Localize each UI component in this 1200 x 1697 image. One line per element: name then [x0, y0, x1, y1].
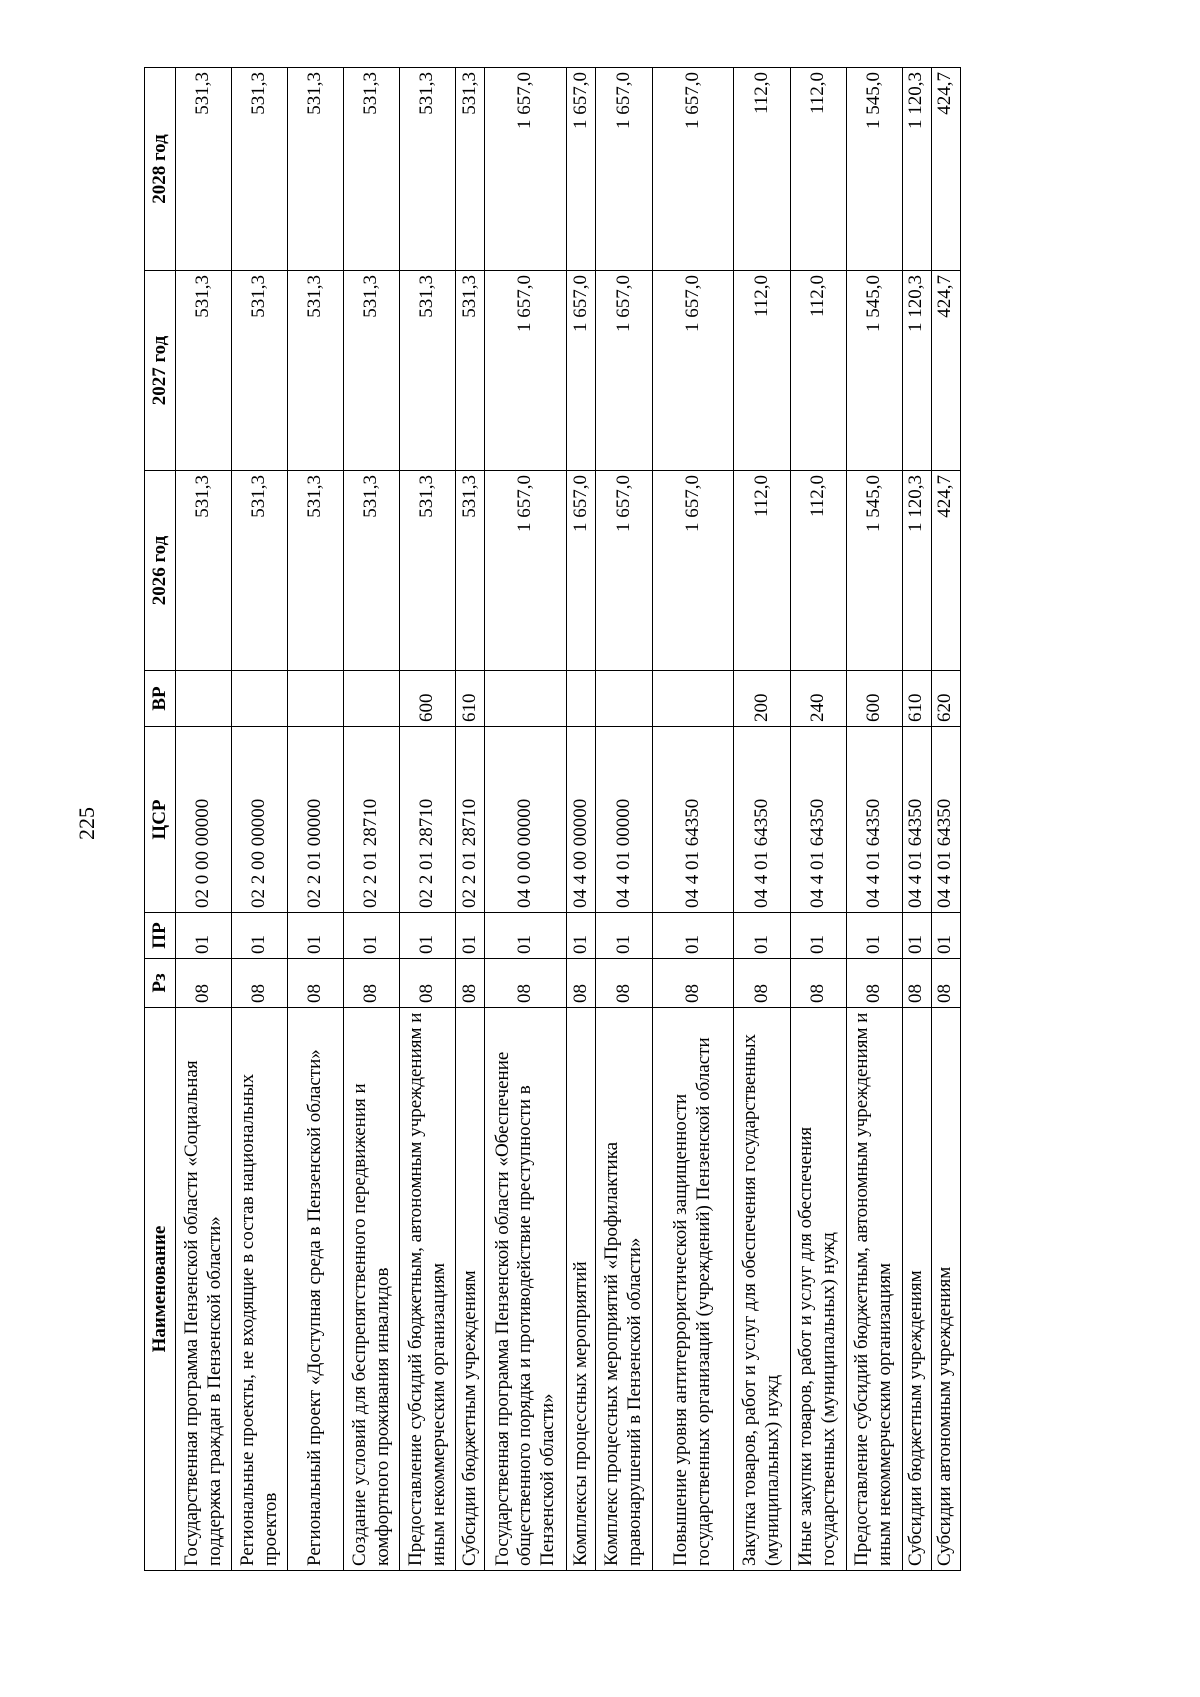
cell-name: Предоставление субсидий бюджетным, автономным учреждениям и иным некоммерческим организациям [846, 1008, 902, 1571]
cell-2027: 531,3 [456, 271, 485, 471]
cell-2027: 1 657,0 [652, 271, 734, 471]
cell-vr [485, 671, 567, 727]
cell-csr: 02 2 01 00000 [288, 727, 344, 913]
cell-2027: 531,3 [288, 271, 344, 471]
table-row [652, 68, 734, 1571]
header-2028: 2028 год [145, 68, 176, 271]
cell-rz: 08 [734, 959, 790, 1008]
cell-pr: 01 [485, 913, 567, 959]
budget-table [144, 67, 961, 1571]
cell-csr: 04 0 00 00000 [485, 727, 567, 913]
cell-2026: 1 120,3 [902, 471, 931, 671]
cell-name: Иные закупки товаров, работ и услуг для обеспечения государственных (муниципальных) нужд [790, 1008, 846, 1571]
cell-2027: 1 120,3 [902, 271, 931, 471]
cell-rz: 08 [176, 959, 232, 1008]
cell-2026: 424,7 [931, 471, 960, 671]
cell-vr: 200 [734, 671, 790, 727]
cell-2026: 1 657,0 [596, 471, 652, 671]
cell-name: Субсидии бюджетным учреждениям [456, 1008, 485, 1571]
table-row [567, 68, 596, 1571]
cell-pr: 01 [596, 913, 652, 959]
cell-pr: 01 [176, 913, 232, 959]
cell-rz: 08 [790, 959, 846, 1008]
cell-rz: 08 [846, 959, 902, 1008]
cell-2028: 112,0 [790, 68, 846, 271]
cell-2028: 531,3 [232, 68, 288, 271]
cell-csr: 02 0 00 00000 [176, 727, 232, 913]
cell-2026: 531,3 [400, 471, 456, 671]
cell-2026: 1 657,0 [567, 471, 596, 671]
table-row [400, 68, 456, 1571]
header-rz: Рз [145, 959, 176, 1008]
table-body [176, 68, 961, 1571]
cell-2026: 531,3 [176, 471, 232, 671]
cell-2028: 531,3 [456, 68, 485, 271]
cell-rz: 08 [232, 959, 288, 1008]
cell-2027: 531,3 [232, 271, 288, 471]
table-row [846, 68, 902, 1571]
table-row [456, 68, 485, 1571]
cell-2026: 112,0 [734, 471, 790, 671]
header-vr: ВР [145, 671, 176, 727]
table-row [902, 68, 931, 1571]
cell-2028: 112,0 [734, 68, 790, 271]
cell-2028: 531,3 [176, 68, 232, 271]
cell-csr: 02 2 01 28710 [456, 727, 485, 913]
cell-2026: 1 657,0 [652, 471, 734, 671]
cell-pr: 01 [790, 913, 846, 959]
header-2026: 2026 год [145, 471, 176, 671]
cell-name: Комплексы процессных мероприятий [567, 1008, 596, 1571]
cell-pr: 01 [456, 913, 485, 959]
budget-table-container [144, 68, 961, 1571]
cell-vr: 610 [456, 671, 485, 727]
cell-pr: 01 [232, 913, 288, 959]
cell-csr: 02 2 00 00000 [232, 727, 288, 913]
cell-csr: 04 4 01 00000 [596, 727, 652, 913]
cell-rz: 08 [344, 959, 400, 1008]
cell-csr: 04 4 01 64350 [790, 727, 846, 913]
cell-2027: 424,7 [931, 271, 960, 471]
cell-csr: 04 4 01 64350 [652, 727, 734, 913]
cell-pr: 01 [734, 913, 790, 959]
cell-rz: 08 [596, 959, 652, 1008]
cell-vr [176, 671, 232, 727]
cell-2027: 531,3 [344, 271, 400, 471]
cell-vr [596, 671, 652, 727]
header-name: Наименование [145, 1008, 176, 1571]
cell-rz: 08 [902, 959, 931, 1008]
cell-vr [288, 671, 344, 727]
cell-2026: 1 657,0 [485, 471, 567, 671]
cell-rz: 08 [652, 959, 734, 1008]
cell-2027: 112,0 [734, 271, 790, 471]
cell-2027: 1 545,0 [846, 271, 902, 471]
page-number: 225 [74, 807, 99, 840]
table-row [288, 68, 344, 1571]
cell-vr [232, 671, 288, 727]
cell-2026: 531,3 [232, 471, 288, 671]
cell-name: Предоставление субсидий бюджетным, автономным учреждениям и иным некоммерческим организациям [400, 1008, 456, 1571]
cell-2027: 112,0 [790, 271, 846, 471]
cell-rz: 08 [931, 959, 960, 1008]
header-pr: ПР [145, 913, 176, 959]
cell-name: Государственная программа Пензенской области «Обеспечение общественного порядка и противодействие преступности в Пензенской области» [485, 1008, 567, 1571]
cell-csr: 02 2 01 28710 [400, 727, 456, 913]
table-row [344, 68, 400, 1571]
cell-csr: 04 4 01 64350 [931, 727, 960, 913]
cell-name: Комплекс процессных мероприятий «Профилактика правонарушений в Пензенской области» [596, 1008, 652, 1571]
cell-2027: 1 657,0 [567, 271, 596, 471]
cell-pr: 01 [652, 913, 734, 959]
cell-rz: 08 [400, 959, 456, 1008]
table-row [176, 68, 232, 1571]
table-row [485, 68, 567, 1571]
cell-2027: 1 657,0 [485, 271, 567, 471]
cell-vr: 600 [400, 671, 456, 727]
table-header-row [145, 68, 176, 1571]
cell-rz: 08 [567, 959, 596, 1008]
cell-csr: 02 2 01 28710 [344, 727, 400, 913]
header-2027: 2027 год [145, 271, 176, 471]
cell-csr: 04 4 01 64350 [734, 727, 790, 913]
cell-2027: 531,3 [400, 271, 456, 471]
table-row [790, 68, 846, 1571]
cell-vr [344, 671, 400, 727]
cell-rz: 08 [288, 959, 344, 1008]
header-csr: ЦСР [145, 727, 176, 913]
cell-2026: 531,3 [288, 471, 344, 671]
cell-2028: 1 120,3 [902, 68, 931, 271]
cell-vr [567, 671, 596, 727]
cell-csr: 04 4 01 64350 [902, 727, 931, 913]
cell-2027: 531,3 [176, 271, 232, 471]
table-row [931, 68, 960, 1571]
cell-2028: 1 657,0 [652, 68, 734, 271]
cell-2028: 1 657,0 [596, 68, 652, 271]
cell-name: Создание условий для беспрепятственного передвижения и комфортного проживания инвалидов [344, 1008, 400, 1571]
table-row [596, 68, 652, 1571]
cell-name: Закупка товаров, работ и услуг для обеспечения государственных (муниципальных) нужд [734, 1008, 790, 1571]
cell-2028: 424,7 [931, 68, 960, 271]
cell-pr: 01 [400, 913, 456, 959]
cell-2026: 531,3 [456, 471, 485, 671]
cell-rz: 08 [456, 959, 485, 1008]
cell-pr: 01 [902, 913, 931, 959]
table-row [232, 68, 288, 1571]
cell-name: Региональный проект «Доступная среда в Пензенской области» [288, 1008, 344, 1571]
cell-vr: 240 [790, 671, 846, 727]
cell-name: Повышение уровня антитеррористической защищенности государственных организаций (учреждений) Пензенской области [652, 1008, 734, 1571]
cell-name: Региональные проекты, не входящие в состав национальных проектов [232, 1008, 288, 1571]
cell-name: Государственная программа Пензенской области «Социальная поддержка граждан в Пензенской области» [176, 1008, 232, 1571]
cell-vr: 600 [846, 671, 902, 727]
cell-pr: 01 [288, 913, 344, 959]
cell-2026: 531,3 [344, 471, 400, 671]
cell-csr: 04 4 01 64350 [846, 727, 902, 913]
cell-name: Субсидии автономным учреждениям [931, 1008, 960, 1571]
cell-vr: 610 [902, 671, 931, 727]
cell-2028: 531,3 [288, 68, 344, 271]
cell-pr: 01 [344, 913, 400, 959]
cell-pr: 01 [931, 913, 960, 959]
cell-2027: 1 657,0 [596, 271, 652, 471]
cell-pr: 01 [567, 913, 596, 959]
cell-name: Субсидии бюджетным учреждениям [902, 1008, 931, 1571]
cell-2028: 1 657,0 [567, 68, 596, 271]
table-row [734, 68, 790, 1571]
cell-2028: 531,3 [344, 68, 400, 271]
cell-2028: 1 545,0 [846, 68, 902, 271]
cell-2028: 531,3 [400, 68, 456, 271]
cell-2026: 112,0 [790, 471, 846, 671]
cell-csr: 04 4 00 00000 [567, 727, 596, 913]
cell-vr [652, 671, 734, 727]
cell-pr: 01 [846, 913, 902, 959]
cell-vr: 620 [931, 671, 960, 727]
cell-rz: 08 [485, 959, 567, 1008]
cell-2028: 1 657,0 [485, 68, 567, 271]
cell-2026: 1 545,0 [846, 471, 902, 671]
